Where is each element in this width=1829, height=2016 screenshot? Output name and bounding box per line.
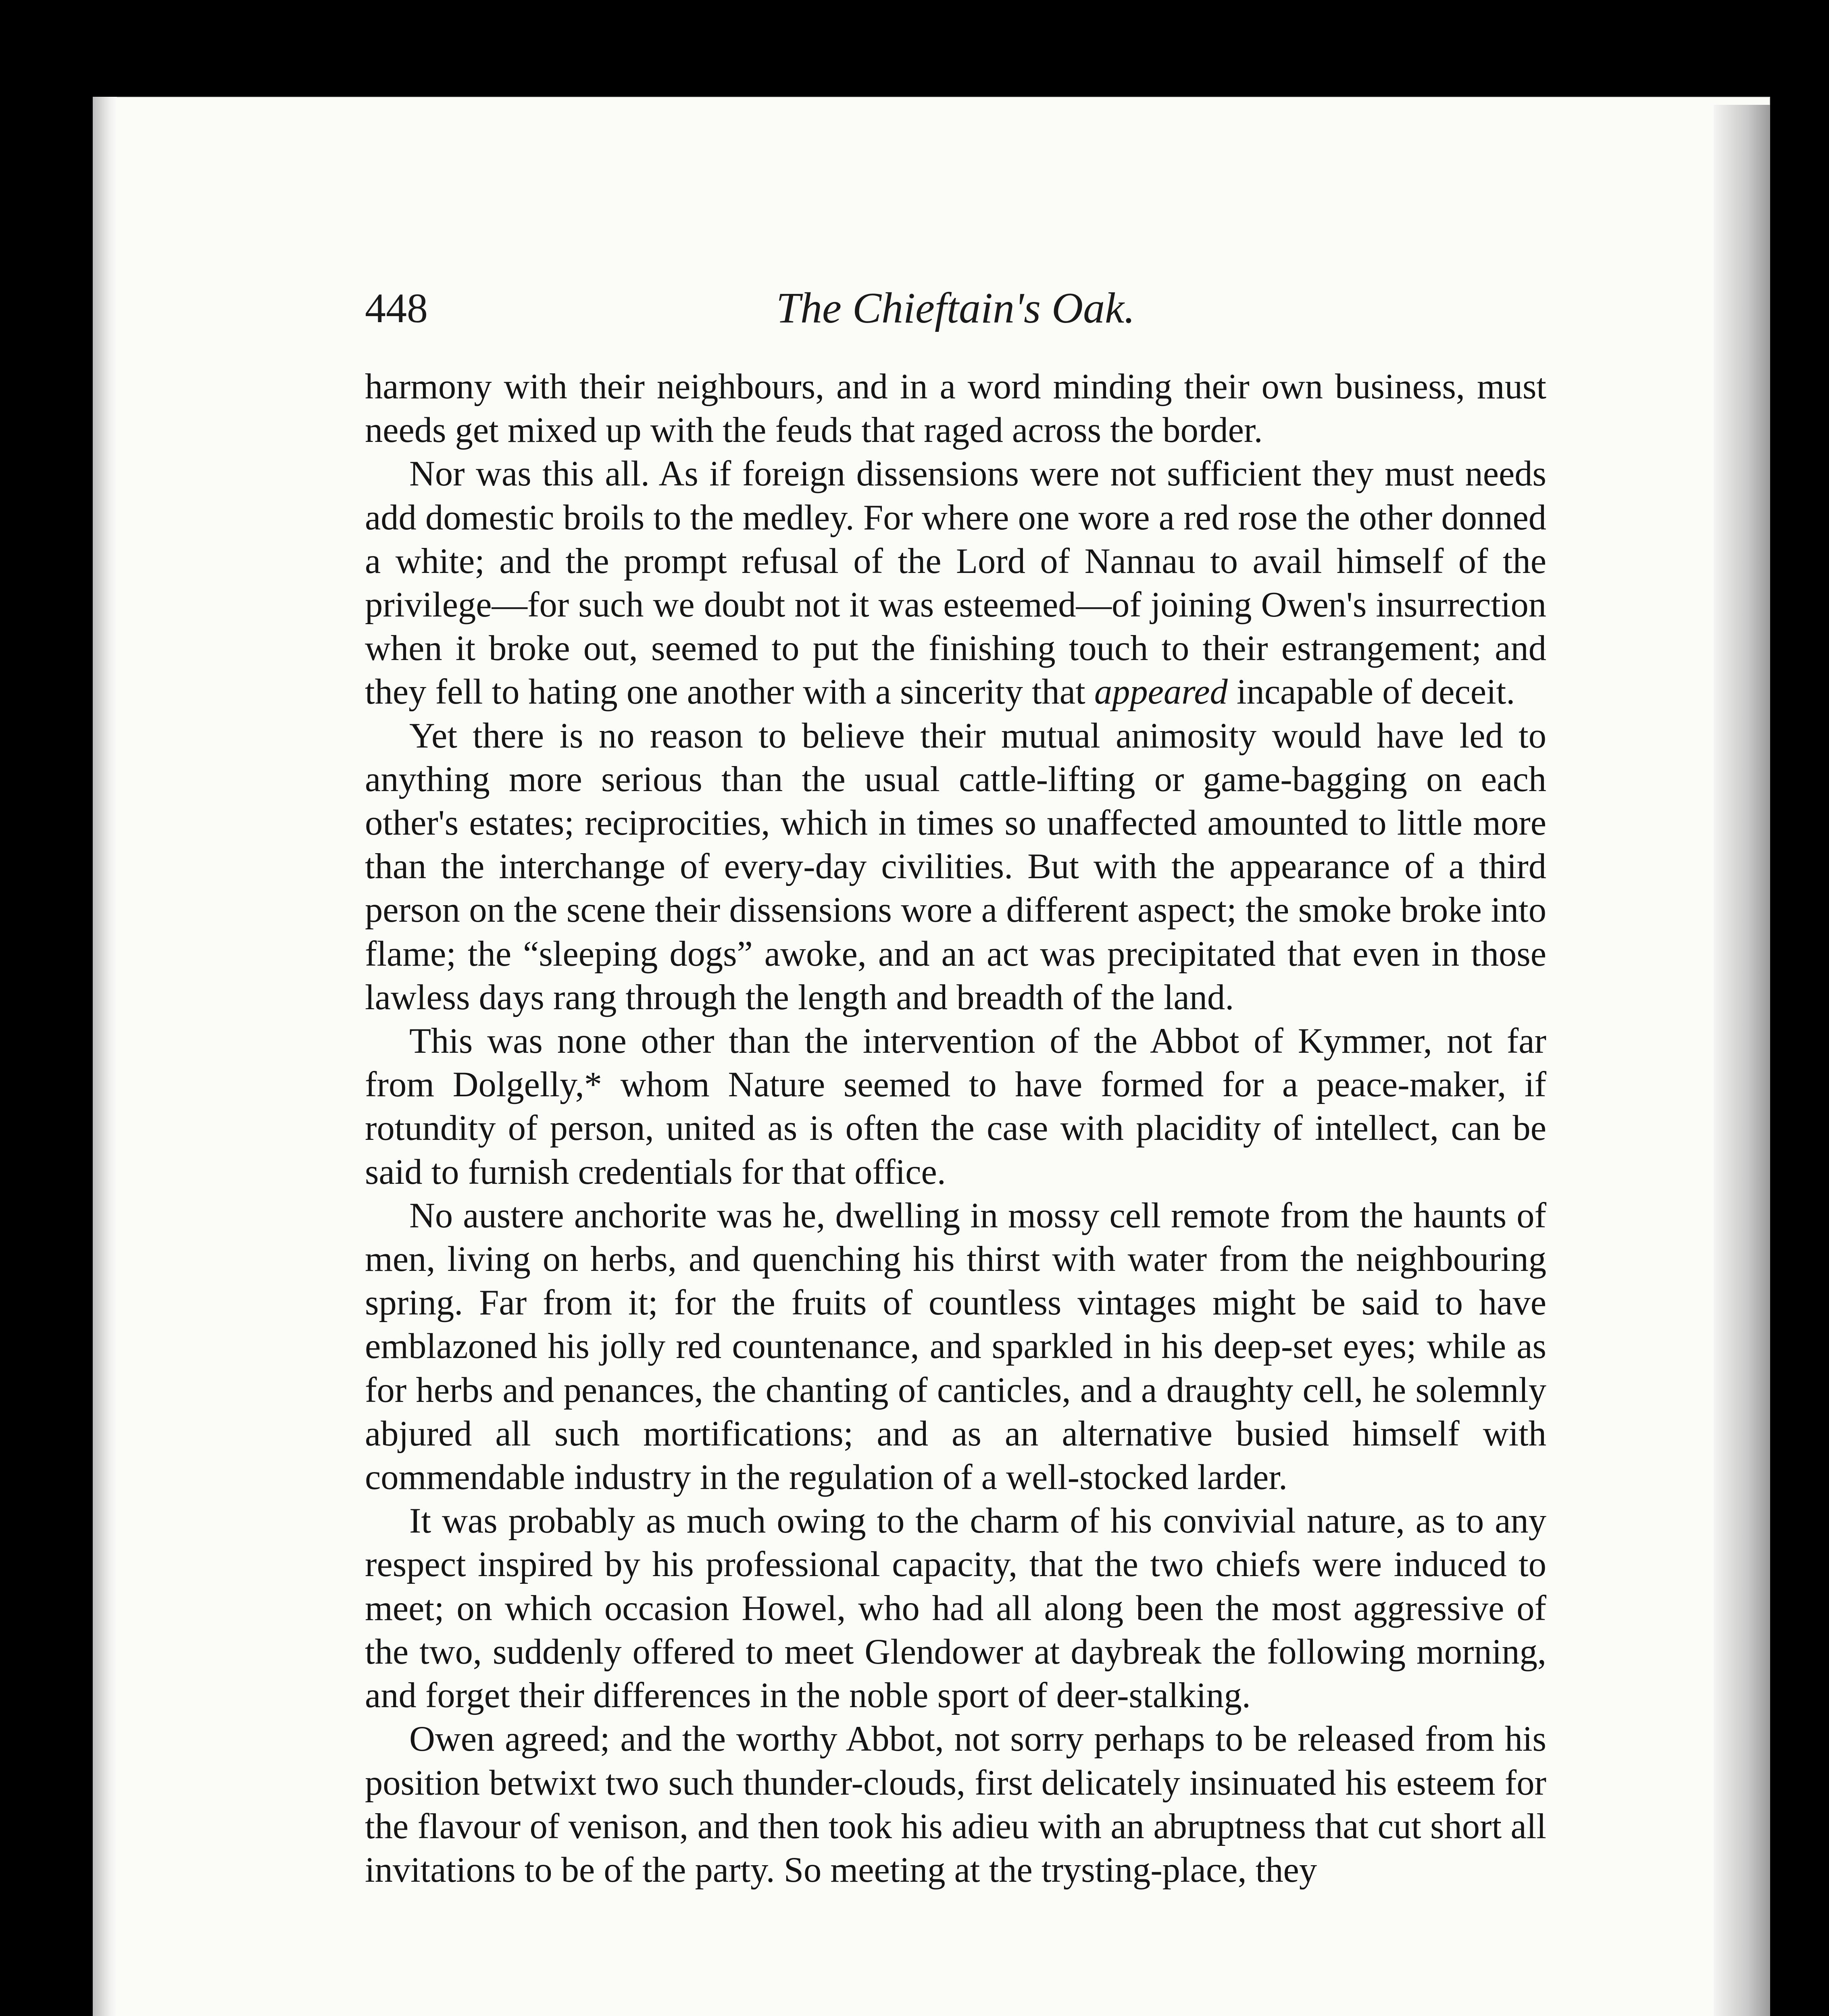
paragraph-2 — [365, 452, 1546, 714]
paragraph-7: Owen agreed; and the worthy Abbot, not sorry perhaps to be released from his position betwixt two such thunder-clouds, first delicately insinuated his esteem for the flavour of venison, and then took his adieu with an abruptness that cut short all invitations to be of the party. So meeting at the trysting-place, they — [365, 1719, 1546, 1890]
page-gutter-shadow — [93, 97, 117, 2016]
paragraph-2-tail: incapable of deceit. — [1227, 672, 1515, 712]
paragraph-4: This was none other than the intervention of the Abbot of Kymmer, not far from Dolgelly,* whom Nature seemed to have formed for a peace-maker, if rotundity of person, united as is often the case with placidity of intellect, can be said to furnish credentials for that office. — [365, 1021, 1546, 1192]
paragraph-1: harmony with their neighbours, and in a word minding their own business, must needs get mixed up with the feuds that raged across the border. — [365, 367, 1546, 450]
page-number: 448 — [365, 285, 428, 331]
paragraph-2-italic: appeared — [1094, 672, 1228, 712]
running-head — [365, 278, 1546, 339]
paragraph-6: It was probably as much owing to the charm of his convivial nature, as to any respect inspired by his professional capacity, that the two chiefs were induced to meet; on which occasion Howel, who had all along been the most aggressive of the two, suddenly offered to meet Glendower at daybreak the following morning, and forget their differences in the noble sport of deer-stalking. — [365, 1501, 1546, 1716]
page-edge-shadow — [1714, 105, 1770, 2016]
paragraph-5: No austere anchorite was he, dwelling in mossy cell remote from the haunts of men, living on herbs, and quenching his thirst with water from the neighbouring spring. Far from it; for the fruits of countless vintages might be said to have emblazoned his jolly red countenance, and sparkled in his deep-set eyes; while as for herbs and penances, the chanting of canticles, and a draughty cell, he solemnly abjured all such mortifications; and as an alternative busied himself with commendable industry in the regulation of a well-stocked larder. — [365, 1195, 1546, 1497]
paragraph-3: Yet there is no reason to believe their mutual animosity would have led to anything more serious than the usual cattle-lifting or game-bagging on each other's estates; reciprocities, which in times so unaffected amounted to little more than the interchange of every-day civilities. But with the appearance of a third person on the scene their dissensions wore a different aspect; the smoke broke into flame; the “sleeping dogs” awoke, and an act was precipitated that even in those lawless days rang through the length and breadth of the land. — [365, 716, 1546, 1017]
body-text — [365, 365, 1546, 1892]
paragraph-2-text: Nor was this all. As if foreign dissensions were not sufficient they must needs add domestic broils to the medley. For where one wore a red rose the other donned a white; and the prompt refusal of the Lord of Nannau to avail himself of the privilege—for such we doubt not it was esteemed—of joining Owen's insurrection when it broke out, seemed to put the finishing touch to their estrangement; and they fell to hating one another with a sincerity that — [365, 454, 1546, 712]
running-title: The Chieftain's Oak. — [776, 284, 1135, 332]
